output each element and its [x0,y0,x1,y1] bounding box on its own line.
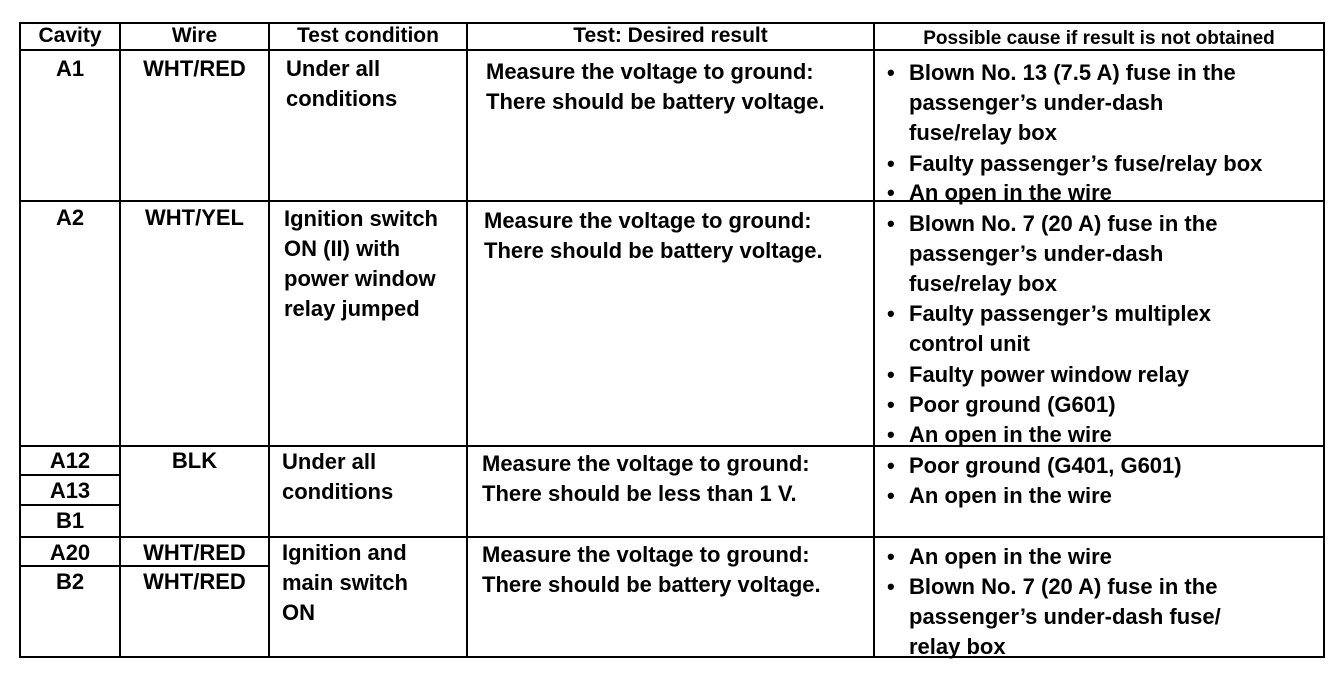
table-right-border [1323,22,1325,658]
cavity-a13: A13 [49,478,91,503]
result-a1-line-2: There should be battery voltage. [486,89,825,114]
wire-a2: WHT/YEL [145,205,244,230]
condition-a1-line-2: conditions [286,86,398,111]
condition-a2-line-2: ON (II) with [284,236,401,261]
cause-a2-5: • An open in the wire [887,422,1112,447]
result-a20-line-1: Measure the voltage to ground: [482,542,810,567]
wire-a20: WHT/RED [143,540,246,565]
cavity-a20: A20 [49,540,91,565]
result-a2-line-2: There should be battery voltage. [484,238,823,263]
condition-a2-line-3: power window [284,266,436,291]
cause-a1-2: • Faulty passenger’s fuse/relay box [887,151,1263,176]
cavity-b1: B1 [55,508,85,533]
result-a20-line-2: There should be battery voltage. [482,572,821,597]
wire-a12-a13-b1: BLK [171,448,218,473]
cavity-a2: A2 [55,205,85,230]
wire-a1: WHT/RED [143,56,246,81]
condition-a20-line-1: Ignition and [282,540,407,565]
result-a12-line-1: Measure the voltage to ground: [482,451,810,476]
header-possible-cause: Possible cause if result is not obtained [923,28,1275,49]
cause-a2-4: • Poor ground (G601) [887,392,1116,417]
col-divider-4 [873,22,875,658]
cause-a1-1-cont: passenger’s under-dash [909,90,1164,115]
col-divider-2 [268,22,270,658]
result-a1-line-1: Measure the voltage to ground: [486,59,814,84]
cavity-a12: A12 [49,448,91,473]
cause-a20-2-cont: passenger’s under-dash fuse/ [909,604,1221,629]
header-wire: Wire [171,24,218,47]
cause-a2-2-cont: control unit [909,331,1030,356]
cause-a2-2: • Faulty passenger’s multiplex [887,301,1211,326]
cause-a2-1-cont2: fuse/relay box [909,271,1057,296]
cause-a2-3: • Faulty power window relay [887,362,1189,387]
cause-a2-1-cont: passenger’s under-dash [909,241,1164,266]
wire-b2: WHT/RED [143,569,246,594]
condition-a12-line-2: conditions [282,479,394,504]
cause-a1-1: • Blown No. 13 (7.5 A) fuse in the [887,60,1236,85]
condition-a20-line-2: main switch [282,570,408,595]
header-desired-result: Test: Desired result [573,24,768,47]
cavity-b2: B2 [55,569,85,594]
cavity-a1: A1 [55,56,85,81]
result-a2-line-1: Measure the voltage to ground: [484,208,812,233]
cause-a1-1-cont2: fuse/relay box [909,120,1057,145]
col-divider-3 [466,22,468,658]
condition-a20-line-3: ON [282,600,315,625]
cause-a1-3: • An open in the wire [887,180,1112,205]
condition-a2-line-4: relay jumped [284,296,420,321]
condition-a1-line-1: Under all [286,56,381,81]
cause-a12-2: • An open in the wire [887,483,1112,508]
cause-a20-1: • An open in the wire [887,544,1112,569]
condition-a12-line-1: Under all [282,449,377,474]
cause-a20-2-cont2: relay box [909,634,1006,659]
cause-a20-2: • Blown No. 7 (20 A) fuse in the [887,574,1218,599]
header-cavity: Cavity [38,24,102,47]
result-a12-line-2: There should be less than 1 V. [482,481,797,506]
cause-a2-1: • Blown No. 7 (20 A) fuse in the [887,211,1218,236]
table-bottom-border [19,656,1325,658]
header-test-condition: Test condition [297,24,439,47]
condition-a2-line-1: Ignition switch [284,206,438,231]
row-divider-1 [19,200,1325,202]
cause-a12-1: • Poor ground (G401, G601) [887,453,1182,478]
